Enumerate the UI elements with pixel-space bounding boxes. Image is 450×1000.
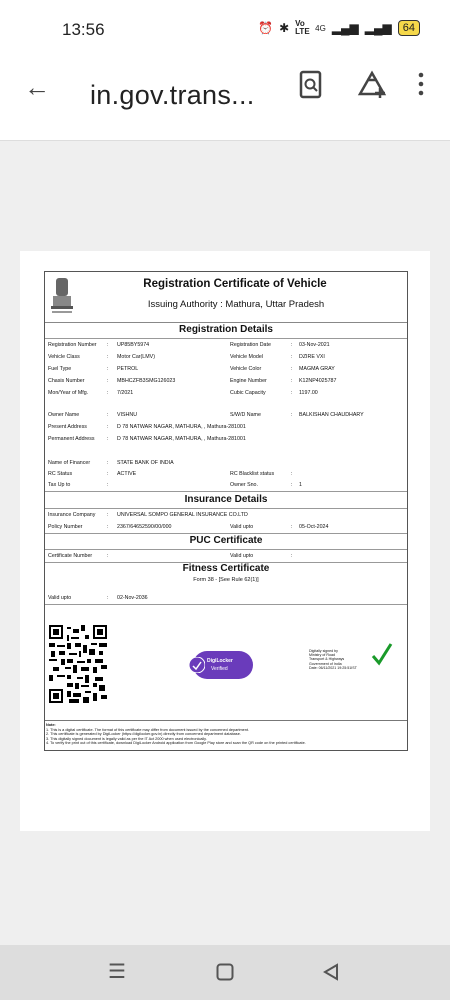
colon: : (107, 471, 109, 477)
volte-icon: Vo LTE (295, 19, 310, 36)
battery-icon: 64 (398, 20, 420, 36)
note-label: Note: (46, 723, 56, 727)
back-nav-icon[interactable] (322, 963, 340, 981)
fitness-valid-label: Valid upto (48, 595, 72, 601)
divider (45, 508, 407, 509)
colon: : (291, 482, 293, 488)
bluetooth-icon: ✱ (279, 21, 290, 35)
chassis-value: MBHCZFB3SMG126023 (117, 378, 176, 384)
rc-status-value: ACTIVE (117, 471, 137, 477)
fuel-type-value: PETROL (117, 366, 139, 372)
notes-box (45, 720, 407, 748)
more-options-icon[interactable] (416, 70, 426, 100)
status-icons (258, 20, 420, 36)
insurance-valid-value: 05-Oct-2024 (299, 524, 329, 530)
qr-code (49, 625, 107, 703)
pdf-page (20, 251, 430, 831)
digilocker-label: DigiLocker (207, 658, 233, 664)
engine-value: K12NP4025787 (299, 378, 337, 384)
signed-line: Digitally signed by (309, 649, 338, 653)
signed-line: Ministry of Road (309, 653, 335, 658)
colon: : (107, 390, 109, 396)
vehicle-class-label: Vehicle Class (48, 354, 80, 360)
verified-label: Verified (211, 666, 228, 672)
colon: : (291, 471, 293, 477)
swd-name-label: S/W/D Name (230, 412, 261, 418)
signature-valid-check-icon (371, 642, 393, 666)
divider (45, 549, 407, 550)
puc-heading: PUC Certificate (189, 535, 263, 546)
certificate-title: Registration Certificate of Vehicle (143, 278, 327, 290)
note-line: 1. This is a digital certificate. The format of this certificate may differ from document issued by the concerned department. (46, 727, 250, 732)
colon: : (291, 553, 293, 559)
signal-icon: ▂▄▆ (331, 21, 359, 35)
puc-cert-label: Certificate Number (48, 553, 93, 559)
form-rule-text: Form 38 - [See Rule 62(1)] (193, 577, 259, 583)
registration-details-heading: Registration Details (179, 324, 273, 335)
colon: : (291, 378, 293, 384)
colon: : (291, 354, 293, 360)
rc-status-label: RC Status (48, 471, 73, 477)
colon: : (107, 354, 109, 360)
back-arrow-icon[interactable]: ← (24, 72, 50, 102)
certificate-header (45, 272, 407, 323)
digilocker-icon (189, 657, 205, 673)
system-nav-bar (0, 945, 450, 1000)
alarm-icon: ⏰ (258, 21, 274, 35)
issuing-authority: Issuing Authority : Mathura, Uttar Pradesh (147, 299, 325, 310)
colon: : (107, 512, 109, 518)
vehicle-color-label: Vehicle Color (230, 366, 262, 372)
digital-signature-block (309, 649, 357, 670)
network-type: 4G (315, 23, 326, 33)
signed-line: Transport & Highways (309, 657, 345, 662)
blacklist-label: RC Blacklist status (230, 471, 275, 477)
vehicle-color-value: MAGMA GRAY (299, 366, 335, 372)
divider (45, 604, 407, 605)
colon: : (291, 366, 293, 372)
financer-value: STATE BANK OF INDIA (117, 460, 174, 466)
divider (45, 491, 407, 492)
divider (45, 533, 407, 534)
colon: : (291, 412, 293, 418)
fuel-type-label: Fuel Type (48, 366, 72, 372)
colon: : (291, 342, 293, 348)
insurance-details-heading: Insurance Details (184, 494, 268, 505)
status-time: 13:56 (62, 20, 105, 39)
url-text[interactable]: in.gov.trans... (90, 80, 255, 110)
note-line: 4. To verify the print out of this certificate, download DigiLocker Android application from Google Play store and scan the QR code on the printed certificate. (46, 741, 306, 746)
colon: : (107, 595, 109, 601)
signed-date: Date: 06/11/2021 19:25:51IST (309, 665, 357, 670)
cubic-capacity-label: Cubic Capacity (230, 390, 266, 396)
divider (45, 338, 407, 339)
policy-number-value: 2367/64652590/00/000 (117, 524, 172, 530)
owner-sno-label: Owner Sno. (230, 482, 258, 488)
rc-certificate (44, 271, 408, 751)
home-icon[interactable] (216, 963, 234, 981)
signed-line: Government of India (309, 661, 342, 666)
insurance-company-value: UNIVERSAL SOMPO GENERAL INSURANCE CO.LTD (117, 512, 248, 518)
cubic-capacity-value: 1197.00 (299, 390, 318, 396)
browser-toolbar (0, 58, 450, 141)
colon: : (107, 482, 109, 488)
search-in-page-icon[interactable] (298, 70, 324, 100)
colon: : (107, 524, 109, 530)
engine-label: Engine Number (230, 378, 267, 384)
swd-name-value: BALKISHAN CHAUDHARY (299, 412, 364, 418)
insurance-company-label: Insurance Company (48, 512, 96, 518)
owner-name-label: Owner Name (48, 412, 80, 418)
recent-apps-icon[interactable]: ☰ (108, 961, 126, 983)
owner-name-value: VISHNU (117, 412, 138, 418)
puc-valid-label: Valid upto (230, 553, 254, 559)
vehicle-model-value: DZIRE VXI (299, 354, 325, 360)
chassis-label: Chasis Number (48, 378, 85, 384)
policy-number-label: Policy Number (48, 524, 83, 530)
status-bar (0, 0, 450, 58)
owner-sno-value: 1 (299, 482, 302, 488)
note-line: 2. This certificate is generated by DigiLocker (https://digilocker.gov.in) directly from concerned department database. (46, 732, 241, 737)
note-line: 3. This digitally signed document is legally valid as per the IT Act 2000 when used electronically. (46, 736, 207, 741)
reg-date-label: Registration Date (230, 342, 271, 348)
financer-label: Name of Financer (48, 460, 91, 466)
reg-number-value: UP85BY5974 (117, 342, 150, 348)
colon: : (291, 524, 293, 530)
permanent-address-value: D 78 NATWAR NAGAR, MATHURA, , Mathura-281001 (117, 436, 246, 442)
colon: : (107, 436, 109, 442)
colon: : (107, 412, 109, 418)
mfg-value: 7/2021 (117, 390, 134, 396)
digilocker-verified-badge (193, 651, 253, 679)
reg-number-label: Registration Number (48, 342, 97, 348)
colon: : (107, 460, 109, 466)
document-viewer[interactable] (0, 141, 450, 945)
signal-icon-2: ▂▄▆ (364, 21, 392, 35)
colon: : (107, 553, 109, 559)
colon: : (291, 390, 293, 396)
fitness-heading: Fitness Certificate (182, 563, 270, 574)
colon: : (107, 424, 109, 430)
present-address-label: Present Address (48, 424, 87, 430)
colon: : (107, 366, 109, 372)
permanent-address-label: Permanent Address (48, 436, 95, 442)
insurance-valid-label: Valid upto (230, 524, 254, 530)
fitness-valid-value: 02-Nov-2036 (117, 595, 148, 601)
present-address-value: D 78 NATWAR NAGAR, MATHURA, , Mathura-281001 (117, 424, 246, 430)
colon: : (107, 342, 109, 348)
reg-date-value: 03-Nov-2021 (299, 342, 330, 348)
mfg-label: Mon/Year of Mfg. (48, 390, 89, 396)
drive-add-icon[interactable] (356, 70, 388, 100)
colon: : (107, 378, 109, 384)
tax-label: Tax Up to (48, 482, 71, 488)
vehicle-class-value: Motor Car(LMV) (117, 354, 155, 360)
vehicle-model-label: Vehicle Model (230, 354, 263, 360)
